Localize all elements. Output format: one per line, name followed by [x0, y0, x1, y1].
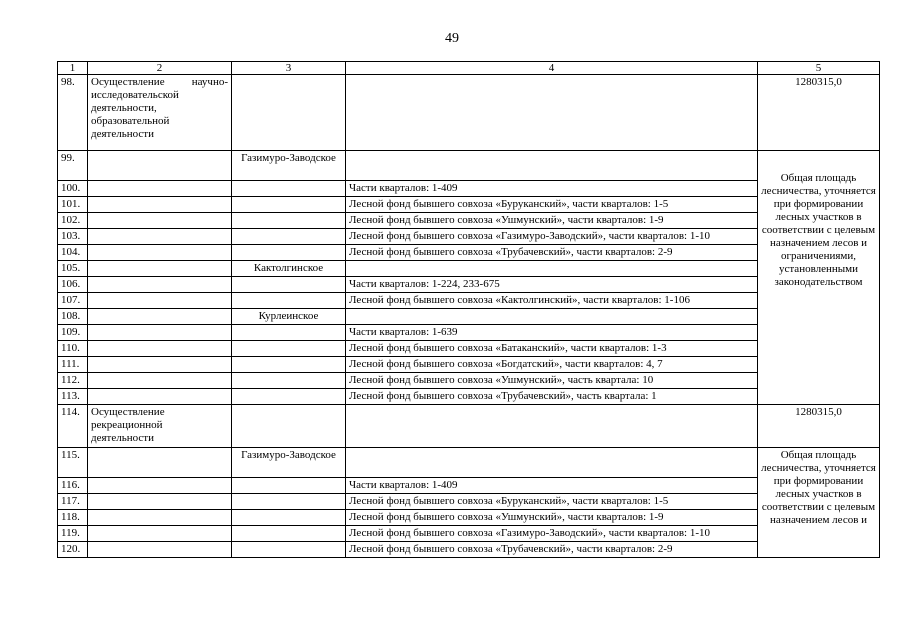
activity-type	[88, 181, 232, 197]
quarter-description	[346, 261, 758, 277]
row-number: 103.	[58, 229, 88, 245]
district-name: Курлеинское	[232, 309, 346, 325]
area-note-text: Общая площадь лесничества, уточняется при формировании лесных участков в соответствии с целевым назначением лесов и	[761, 449, 876, 526]
row-number: 118.	[58, 510, 88, 526]
district-name	[232, 478, 346, 494]
row-number: 111.	[58, 357, 88, 373]
activity-type	[88, 478, 232, 494]
quarter-description: Части кварталов: 1-224, 233-675	[346, 277, 758, 293]
district-name	[232, 357, 346, 373]
row-number: 104.	[58, 245, 88, 261]
activity-type	[88, 542, 232, 558]
row-number: 107.	[58, 293, 88, 309]
table-row	[58, 341, 880, 357]
district-name	[232, 526, 346, 542]
quarter-description: Лесной фонд бывшего совхоза «Кактолгинский», части кварталов: 1-106	[346, 293, 758, 309]
quarter-description: Лесной фонд бывшего совхоза «Газимуро-Заводский», части кварталов: 1-10	[346, 229, 758, 245]
quarter-description: Лесной фонд бывшего совхоза «Трубачевский», часть квартала: 1	[346, 389, 758, 405]
row-number: 115.	[58, 448, 88, 478]
activity-type	[88, 357, 232, 373]
quarter-description: Лесной фонд бывшего совхоза «Буруканский», части кварталов: 1-5	[346, 197, 758, 213]
district-name: Газимуро-Заводское	[232, 151, 346, 181]
area-value: 1280315,0	[758, 405, 880, 448]
activity-type	[88, 197, 232, 213]
district-name	[232, 510, 346, 526]
district-name	[232, 405, 346, 448]
forest-registry-table	[57, 61, 880, 558]
row-number: 113.	[58, 389, 88, 405]
activity-type: Осуществление рекреационной деятельности	[88, 405, 232, 448]
quarter-description: Лесной фонд бывшего совхоза «Ушмунский», часть квартала: 10	[346, 373, 758, 389]
activity-type	[88, 277, 232, 293]
activity-type	[88, 494, 232, 510]
district-name	[232, 277, 346, 293]
activity-type	[88, 510, 232, 526]
col-header-2: 2	[88, 62, 232, 75]
quarter-description: Лесной фонд бывшего совхоза «Буруканский», части кварталов: 1-5	[346, 494, 758, 510]
row-number: 98.	[58, 75, 88, 151]
row-number: 102.	[58, 213, 88, 229]
activity-type	[88, 341, 232, 357]
district-name	[232, 494, 346, 510]
table-row	[58, 293, 880, 309]
quarter-description	[346, 448, 758, 478]
table-row	[58, 197, 880, 213]
col-header-3: 3	[232, 62, 346, 75]
district-name	[232, 229, 346, 245]
district-name	[232, 293, 346, 309]
activity-type	[88, 293, 232, 309]
table-row	[58, 526, 880, 542]
quarter-description: Части кварталов: 1-409	[346, 478, 758, 494]
district-name: Газимуро-Заводское	[232, 448, 346, 478]
area-note	[758, 448, 880, 558]
table-row	[58, 213, 880, 229]
activity-type	[88, 309, 232, 325]
activity-type	[88, 325, 232, 341]
activity-type	[88, 245, 232, 261]
row-number: 109.	[58, 325, 88, 341]
activity-type	[88, 229, 232, 245]
activity-type	[88, 526, 232, 542]
row-number: 120.	[58, 542, 88, 558]
activity-type	[88, 448, 232, 478]
col-header-1: 1	[58, 62, 88, 75]
activity-type	[88, 261, 232, 277]
district-name	[232, 341, 346, 357]
row-number: 117.	[58, 494, 88, 510]
district-name	[232, 75, 346, 151]
quarter-description	[346, 309, 758, 325]
district-name	[232, 325, 346, 341]
row-number: 100.	[58, 181, 88, 197]
quarter-description: Лесной фонд бывшего совхоза «Ушмунский», части кварталов: 1-9	[346, 213, 758, 229]
row-number: 112.	[58, 373, 88, 389]
quarter-description: Части кварталов: 1-409	[346, 181, 758, 197]
quarter-description: Лесной фонд бывшего совхоза «Газимуро-Заводский», части кварталов: 1-10	[346, 526, 758, 542]
table-row	[58, 151, 880, 181]
table-row	[58, 261, 880, 277]
table-row	[58, 373, 880, 389]
district-name	[232, 373, 346, 389]
table-row	[58, 75, 880, 151]
district-name	[232, 181, 346, 197]
table-row	[58, 478, 880, 494]
table-row	[58, 325, 880, 341]
table-row	[58, 181, 880, 197]
quarter-description	[346, 75, 758, 151]
row-number: 119.	[58, 526, 88, 542]
col-header-4: 4	[346, 62, 758, 75]
area-note-text: Общая площадь лесничества, уточняется при формировании лесных участков в соответствии с целевым назначением лесов и ограничениями, установленными законодательством	[761, 172, 876, 288]
quarter-description: Лесной фонд бывшего совхоза «Батаканский», части кварталов: 1-3	[346, 341, 758, 357]
area-value: 1280315,0	[758, 75, 880, 151]
activity-type	[88, 389, 232, 405]
activity-type: Осуществление научно-исследовательской деятельности, образовательной деятельности	[88, 75, 232, 151]
table-row	[58, 405, 880, 448]
table-row	[58, 245, 880, 261]
row-number: 116.	[58, 478, 88, 494]
header-row	[58, 62, 880, 75]
quarter-description: Лесной фонд бывшего совхоза «Трубачевский», части кварталов: 2-9	[346, 542, 758, 558]
row-number: 108.	[58, 309, 88, 325]
district-name	[232, 213, 346, 229]
table-row	[58, 542, 880, 558]
row-number: 110.	[58, 341, 88, 357]
table-row	[58, 510, 880, 526]
quarter-description: Лесной фонд бывшего совхоза «Трубачевский», части кварталов: 2-9	[346, 245, 758, 261]
quarter-description: Лесной фонд бывшего совхоза «Богдатский», части кварталов: 4, 7	[346, 357, 758, 373]
district-name: Кактолгинское	[232, 261, 346, 277]
activity-type	[88, 373, 232, 389]
table-row	[58, 229, 880, 245]
table-row	[58, 494, 880, 510]
row-number: 114.	[58, 405, 88, 448]
quarter-description	[346, 405, 758, 448]
quarter-description: Части кварталов: 1-639	[346, 325, 758, 341]
district-name	[232, 245, 346, 261]
district-name	[232, 542, 346, 558]
row-number: 99.	[58, 151, 88, 181]
col-header-5: 5	[758, 62, 880, 75]
row-number: 105.	[58, 261, 88, 277]
district-name	[232, 197, 346, 213]
quarter-description	[346, 151, 758, 181]
table-row	[58, 277, 880, 293]
district-name	[232, 389, 346, 405]
table-row	[58, 448, 880, 478]
area-note	[758, 151, 880, 405]
activity-type	[88, 151, 232, 181]
table-row	[58, 357, 880, 373]
table-row	[58, 389, 880, 405]
table-row	[58, 309, 880, 325]
page-number: 49	[445, 31, 459, 46]
row-number: 106.	[58, 277, 88, 293]
quarter-description: Лесной фонд бывшего совхоза «Ушмунский», части кварталов: 1-9	[346, 510, 758, 526]
row-number: 101.	[58, 197, 88, 213]
activity-type	[88, 213, 232, 229]
